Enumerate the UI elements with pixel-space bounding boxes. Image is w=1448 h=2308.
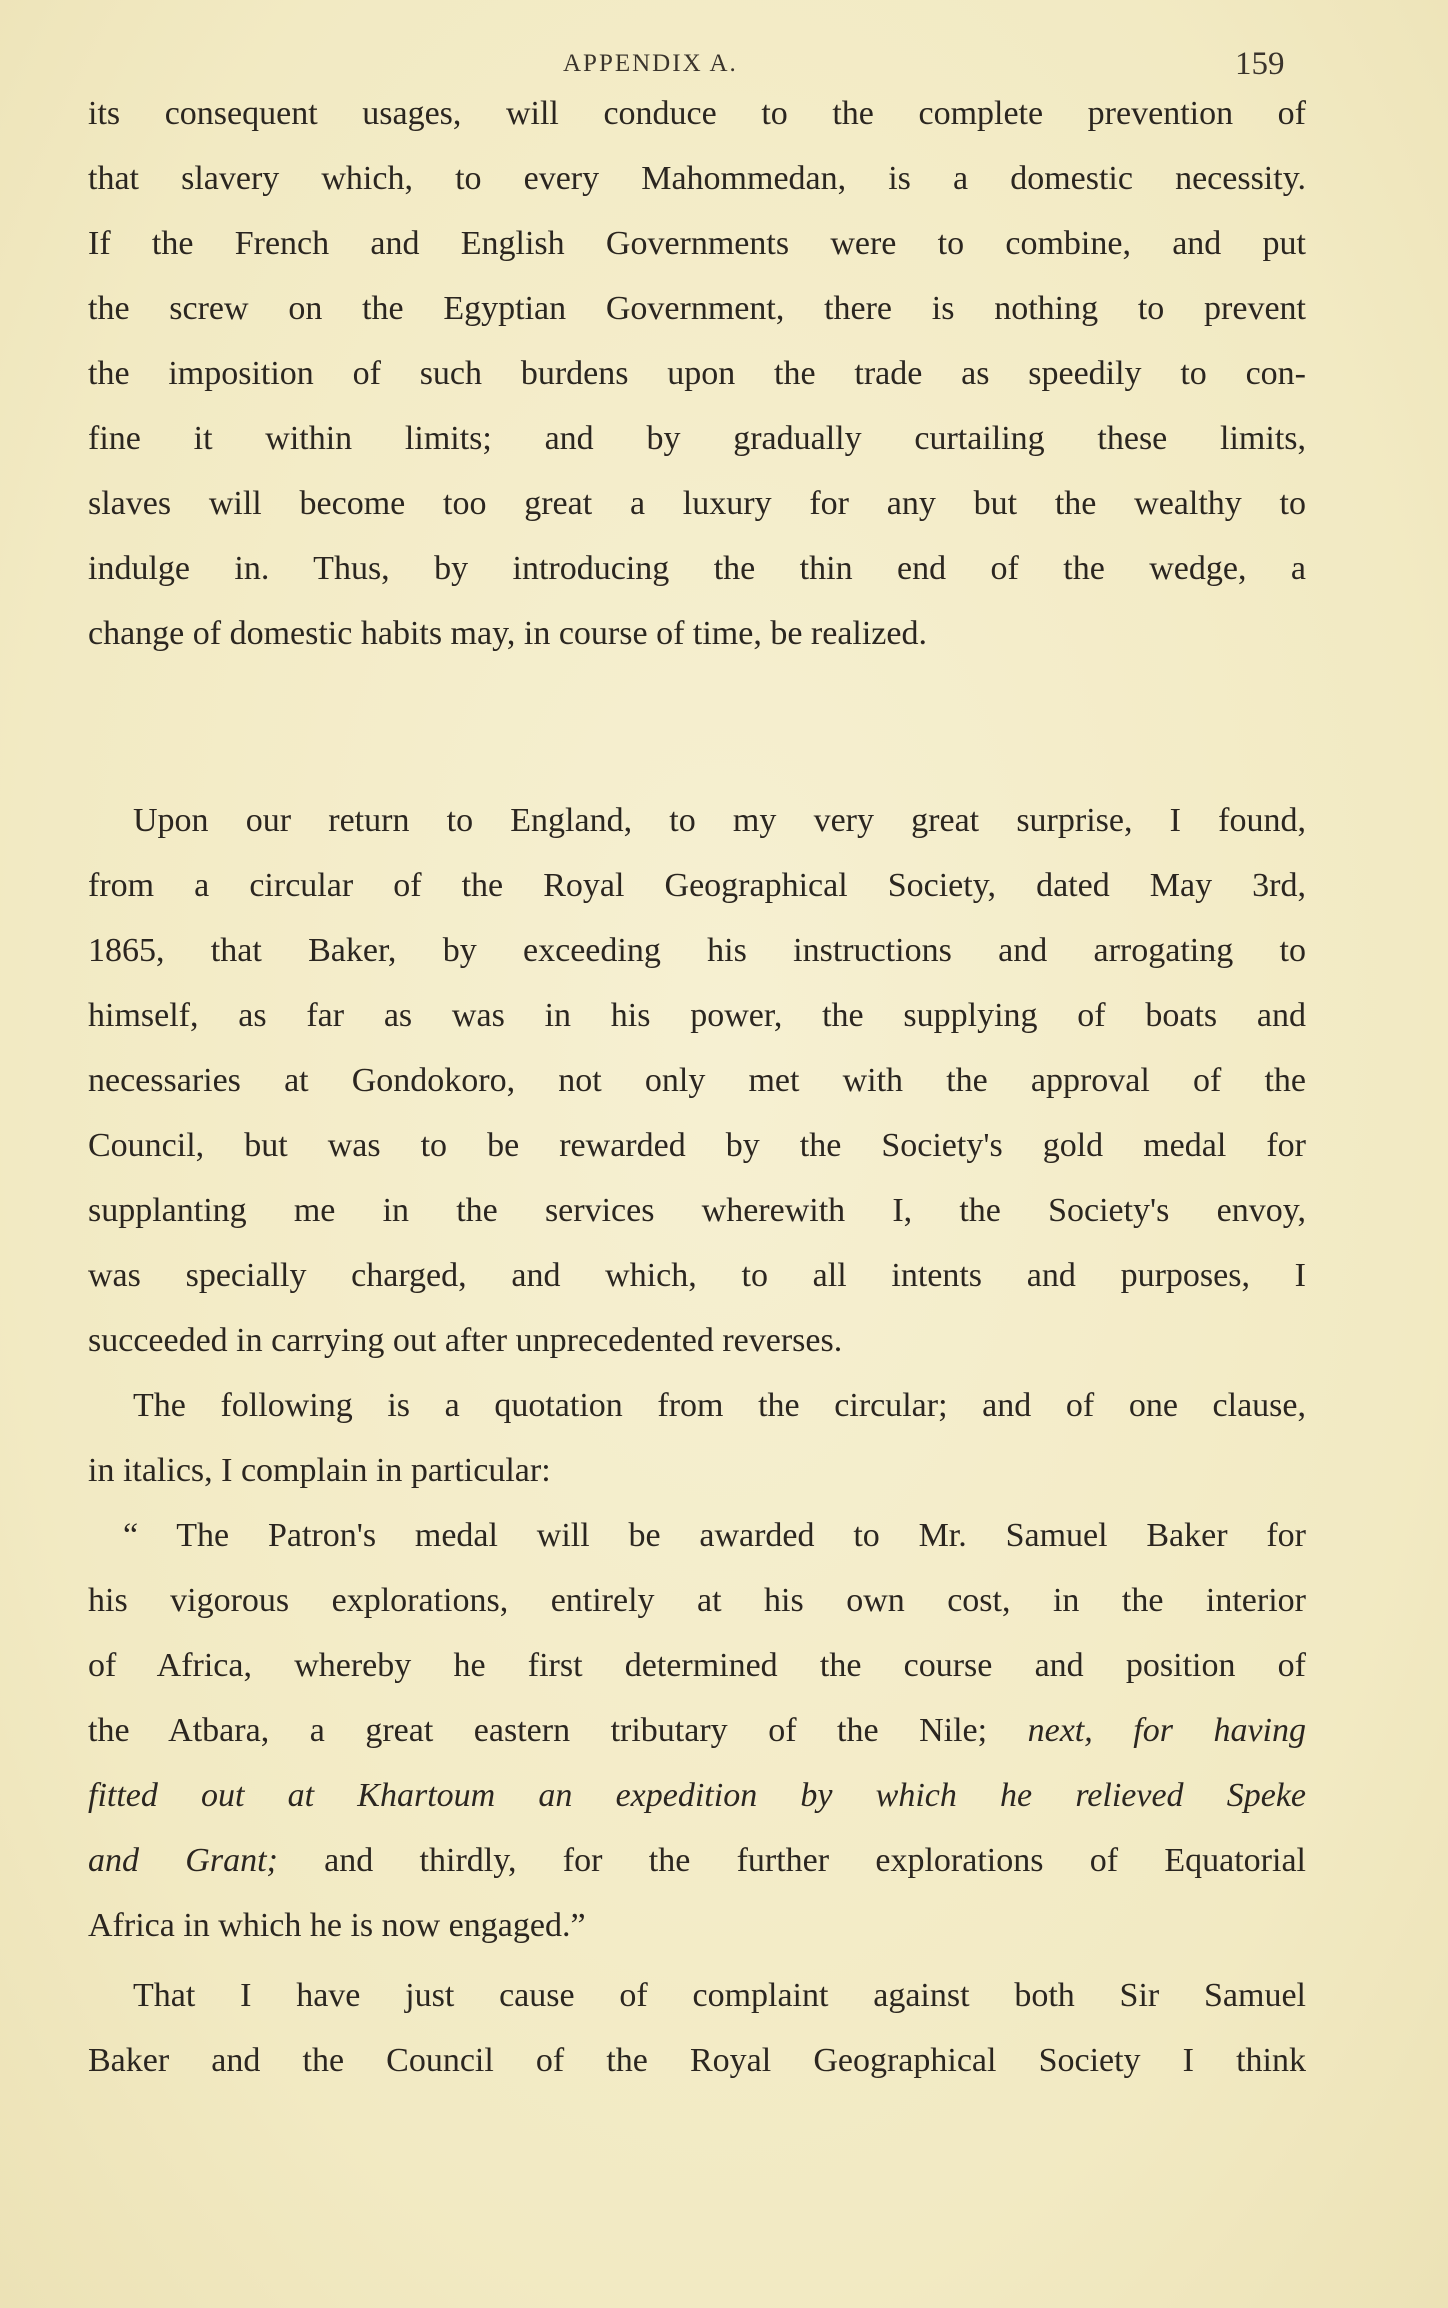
text-line: If the French and English Governments were to combine, and put (88, 225, 1306, 262)
italic-clause: fitted out at Khartoum an expedition by which he relieved Speke (88, 1777, 1306, 1814)
running-title: APPENDIX A. (563, 50, 738, 77)
text-line: in italics, I complain in particular: (88, 1452, 551, 1489)
text-line: change of domestic habits may, in course of time, be realized. (88, 615, 927, 652)
text-line: fine it within limits; and by gradually curtailing these limits, (88, 420, 1306, 457)
text-line: its consequent usages, will conduce to the complete prevention of (88, 95, 1306, 132)
text-line: was specially charged, and which, to all intents and purposes, I (88, 1257, 1306, 1294)
text-line: That I have just cause of complaint against both Sir Samuel (133, 1977, 1306, 2014)
text-line: that slavery which, to every Mahommedan, is a domestic necessity. (88, 160, 1306, 197)
paragraph-quotation-intro (88, 1373, 1306, 1503)
text-line (88, 1763, 1306, 1828)
text-line: Africa in which he is now engaged.” (88, 1907, 586, 1944)
text-line: indulge in. Thus, by introducing the thin end of the wedge, a (88, 550, 1306, 587)
text-line (88, 1828, 1306, 1893)
text-line: supplanting me in the services wherewith I, the Society's envoy, (88, 1192, 1306, 1229)
text-segment: the Atbara, a great eastern tributary of the Nile; (88, 1712, 1028, 1749)
text-line: the screw on the Egyptian Government, there is nothing to prevent (88, 290, 1306, 327)
paragraph-return-to-england (88, 788, 1306, 1373)
text-line: “ The Patron's medal will be awarded to Mr. Samuel Baker for (123, 1517, 1306, 1554)
text-line: succeeded in carrying out after unprecedented reverses. (88, 1322, 843, 1359)
page-number: 159 (1235, 46, 1285, 82)
text-line (88, 1698, 1306, 1763)
text-line: Upon our return to England, to my very great surprise, I found, (133, 802, 1306, 839)
text-line: the imposition of such burdens upon the trade as speedily to con- (88, 355, 1306, 392)
text-line: himself, as far as was in his power, the supplying of boats and (88, 997, 1306, 1034)
text-line: of Africa, whereby he first determined the course and position of (88, 1647, 1306, 1684)
text-line: his vigorous explorations, entirely at his own cost, in the interior (88, 1582, 1306, 1619)
text-line: from a circular of the Royal Geographical Society, dated May 3rd, (88, 867, 1306, 904)
paragraph-quotation (88, 1503, 1306, 1958)
italic-clause: and Grant; (88, 1842, 278, 1879)
text-line: Council, but was to be rewarded by the Society's gold medal for (88, 1127, 1306, 1164)
paragraph-complaint (88, 1963, 1306, 2093)
italic-clause: next, for having (1027, 1712, 1306, 1749)
text-line: slaves will become too great a luxury for any but the wealthy to (88, 485, 1306, 522)
text-segment: and thirdly, for the further explorations of Equatorial (277, 1842, 1306, 1879)
text-line: necessaries at Gondokoro, not only met with the approval of the (88, 1062, 1306, 1099)
paragraph-continuation (88, 81, 1306, 666)
text-line: Baker and the Council of the Royal Geographical Society I think (88, 2042, 1306, 2079)
text-line: The following is a quotation from the circular; and of one clause, (133, 1387, 1306, 1424)
text-line: 1865, that Baker, by exceeding his instructions and arrogating to (88, 932, 1306, 969)
